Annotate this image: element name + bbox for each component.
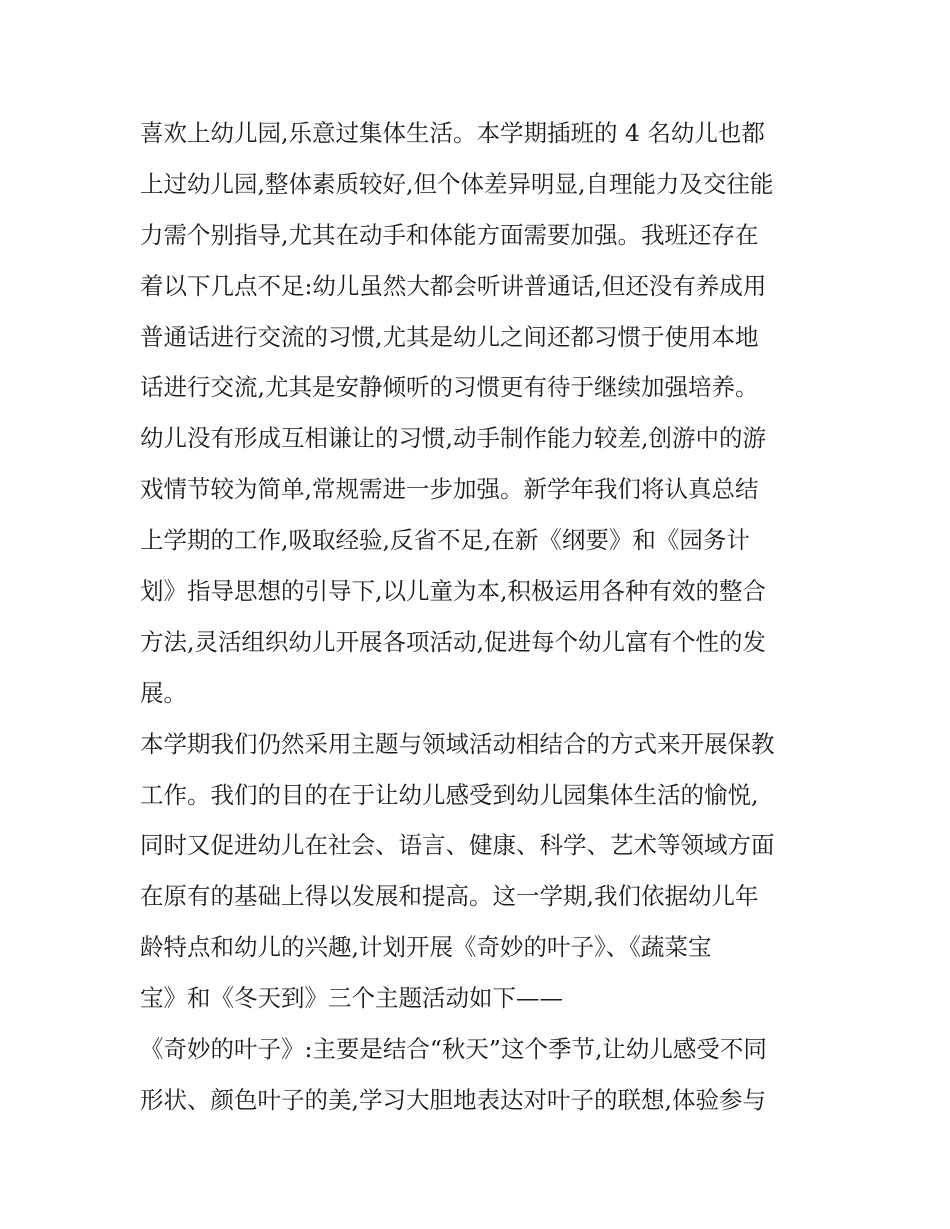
text-line: 本学期我们仍然采用主题与领域活动相结合的方式来开展保教 xyxy=(140,729,775,758)
text-line: 戏情节较为简单,常规需进一步加强。新学年我们将认真总结 xyxy=(140,475,759,504)
text-line: 在原有的基础上得以发展和提高。这一学期,我们依据幼儿年 xyxy=(140,882,759,911)
text-line: 宝》和《冬天到》三个主题活动如下—— xyxy=(140,984,563,1013)
text-line: 力需个别指导,尤其在动手和体能方面需要加强。我班还存在 xyxy=(140,220,759,249)
text-line: 划》指导思想的引导下,以儿童为本,积极运用各种有效的整合 xyxy=(140,577,766,606)
text-line: 话进行交流,尤其是安静倾听的习惯更有待于继续加强培养。 xyxy=(140,373,759,402)
body-text xyxy=(140,108,840,1126)
text-line: 普通话进行交流的习惯,尤其是幼儿之间还都习惯于使用本地 xyxy=(140,322,759,351)
text-line: 形状、颜色叶子的美,学习大胆地表达对叶子的联想,体验参与 xyxy=(140,1085,766,1114)
text-line: 着以下几点不足:幼儿虽然大都会听讲普通话,但还没有养成用 xyxy=(140,271,767,300)
text-line: 同时又促进幼儿在社会、语言、健康、科学、艺术等领域方面 xyxy=(140,831,775,860)
text-line: 幼儿没有形成互相谦让的习惯,动手制作能力较差,创游中的游 xyxy=(140,424,766,453)
text-line: 喜欢上幼儿园,乐意过集体生活。本学期插班的 4 名幼儿也都 xyxy=(140,119,765,147)
text-line: 上过幼儿园,整体素质较好,但个体差异明显,自理能力及交往能 xyxy=(140,169,774,198)
text-line: 龄特点和幼儿的兴趣,计划开展《奇妙的叶子》、《蔬菜宝 xyxy=(140,933,712,962)
text-line: 《奇妙的叶子》:主要是结合“秋天”这个季节,让幼儿感受不同 xyxy=(140,1035,767,1064)
text-line: 上学期的工作,吸取经验,反省不足,在新《纲要》和《园务计 xyxy=(140,526,750,555)
text-line: 展。 xyxy=(140,678,187,707)
text-line: 方法,灵活组织幼儿开展各项活动,促进每个幼儿富有个性的发 xyxy=(140,627,766,656)
text-line: 工作。我们的目的在于让幼儿感受到幼儿园集体生活的愉悦, xyxy=(140,780,759,809)
